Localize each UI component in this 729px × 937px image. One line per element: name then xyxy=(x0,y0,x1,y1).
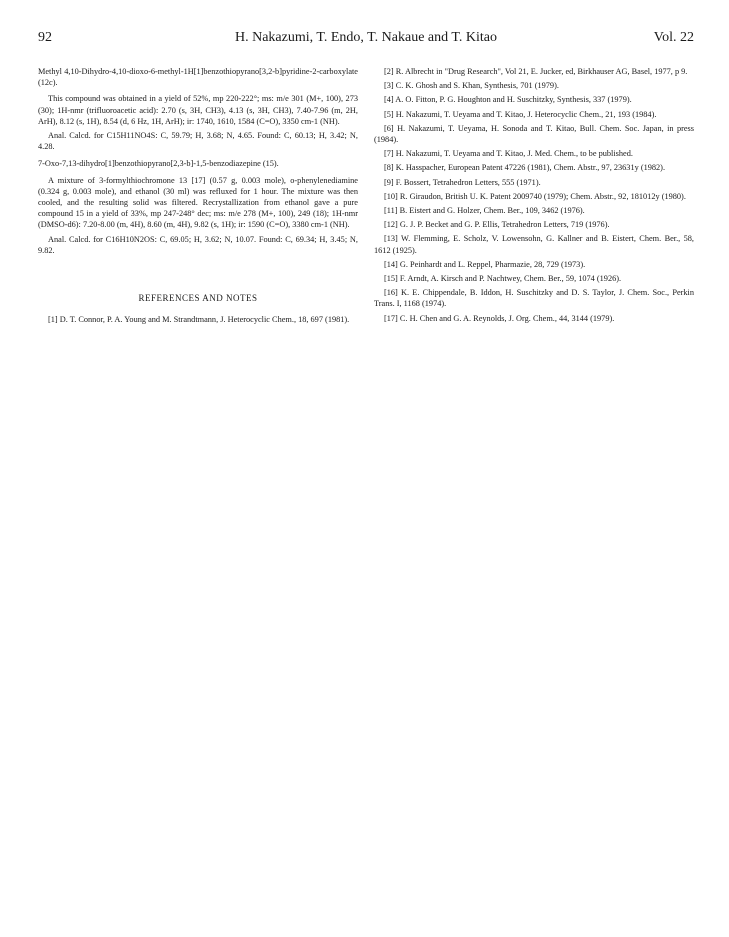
compound-12c-title: Methyl 4,10-Dihydro-4,10-dioxo-6-methyl-1H[1]benzothiopyrano[3,2-b]pyridine-2-carboxylate (12c). xyxy=(38,67,358,88)
compound-12c-analysis: Anal. Calcd. for C15H11NO4S: C, 59.79; H, 3.68; N, 4.65. Found: C, 60.13; H, 3.42; N, 4.28. xyxy=(38,131,358,152)
reference-item: [4] A. O. Fitton, P. G. Houghton and H. Suschitzky, Synthesis, 337 (1979). xyxy=(384,95,632,105)
reference-item: [13] W. Flemming, E. Scholz, V. Lowensohn, G. Kallner and B. Eistert, Chem. Ber., 58, 1612 (1925). xyxy=(374,234,694,255)
reference-item: [11] B. Eistert and G. Holzer, Chem. Ber., 109, 3462 (1976). xyxy=(384,206,585,216)
reference-item: [10] R. Giraudon, British U. K. Patent 2009740 (1979); Chem. Abstr., 92, 181012y (1980). xyxy=(384,191,686,201)
references-heading: REFERENCES AND NOTES xyxy=(138,293,258,304)
compound-15-analysis: Anal. Calcd. for C16H10N2OS: C, 69.05; H, 3.62; N, 10.07. Found: C, 69.34; H, 3.45; N, 9.82. xyxy=(38,234,358,255)
page-number: 92 xyxy=(38,30,52,45)
compound-15-title: 7-Oxo-7,13-dihydro[1]benzothiopyrano[2,3-b]-1,5-benzodiazepine (15). xyxy=(38,159,279,169)
compound-12c-body: This compound was obtained in a yield of 52%, mp 220-222°; ms: m/e 301 (M+, 100), 273 (30); 1H-nmr (trifluoroacetic acid): 2.70 (s, 3H, CH3), 4.13 (s, 3H, CH3), 7.40-7.96 (m, 2H, ArH), 8.12 (s, 1H), 8.54 (d, 6 Hz, 1H, ArH); ir: 1740, 1610, 1584 (C=O), 3350 cm-1 (NH). xyxy=(38,94,358,126)
reference-item: [8] K. Hasspacher, European Patent 47226 (1981), Chem. Abstr., 97, 23631y (1982). xyxy=(384,163,666,173)
reference-item: [5] H. Nakazumi, T. Ueyama and T. Kitao, J. Heterocyclic Chem., 21, 193 (1984). xyxy=(384,109,657,119)
reference-item: [7] H. Nakazumi, T. Ueyama and T. Kitao, J. Med. Chem., to be published. xyxy=(384,149,633,159)
reference-item: [16] K. E. Chippendale, B. Iddon, H. Suschitzky and D. S. Taylor, J. Chem. Soc., Perkin Trans. I, 1168 (1974). xyxy=(374,288,694,309)
reference-item: [2] R. Albrecht in "Drug Research", Vol 21, E. Jucker, ed, Birkhauser AG, Basel, 1977, p 9. xyxy=(384,67,688,76)
page-header xyxy=(38,30,694,50)
right-column xyxy=(374,66,694,327)
reference-item: [3] C. K. Ghosh and S. Khan, Synthesis, 701 (1979). xyxy=(384,81,559,91)
reference-item: [14] G. Peinhardt and L. Reppel, Pharmazie, 28, 729 (1973). xyxy=(384,259,586,269)
reference-item: [15] F. Arndt, A. Kirsch and P. Nachtwey, Chem. Ber., 59, 1074 (1926). xyxy=(384,274,622,284)
reference-item: [17] C. H. Chen and G. A. Reynolds, J. Org. Chem., 44, 3144 (1979). xyxy=(384,313,615,323)
reference-item: [12] G. J. P. Becket and G. P. Ellis, Tetrahedron Letters, 719 (1976). xyxy=(384,220,610,230)
compound-15-body: A mixture of 3-formylthiochromone 13 [17] (0.57 g, 0.003 mole), o-phenylenediamine (0.324 g, 0.003 mole), and ethanol (30 ml) was refluxed for 1 hour. The mixture was then cooled, and the resulting solid was filtered. Recrystallization from ethanol gave a pure compound 15 in a yield of 33%, mp 247-248° dec; ms: m/e 278 (M+, 100), 249 (18); 1H-nmr (DMSO-d6): 7.20-8.00 (m, 4H), 8.60 (m, 4H), 9.82 (s, 1H); ir: 1590 (C=O), 3380 cm-1 (NH). xyxy=(38,175,358,230)
left-column xyxy=(38,66,358,328)
running-authors: H. Nakazumi, T. Endo, T. Nakaue and T. Kitao xyxy=(234,30,498,45)
reference-item: [1] D. T. Connor, P. A. Young and M. Strandtmann, J. Heterocyclic Chem., 18, 697 (1981). xyxy=(48,315,350,325)
reference-item: [6] H. Nakazumi, T. Ueyama, H. Sonoda and T. Kitao, Bull. Chem. Soc. Japan, in press (1984). xyxy=(374,123,694,145)
reference-item: [9] F. Bossert, Tetrahedron Letters, 555 (1971). xyxy=(384,177,541,187)
volume-label: Vol. 22 xyxy=(653,30,694,45)
